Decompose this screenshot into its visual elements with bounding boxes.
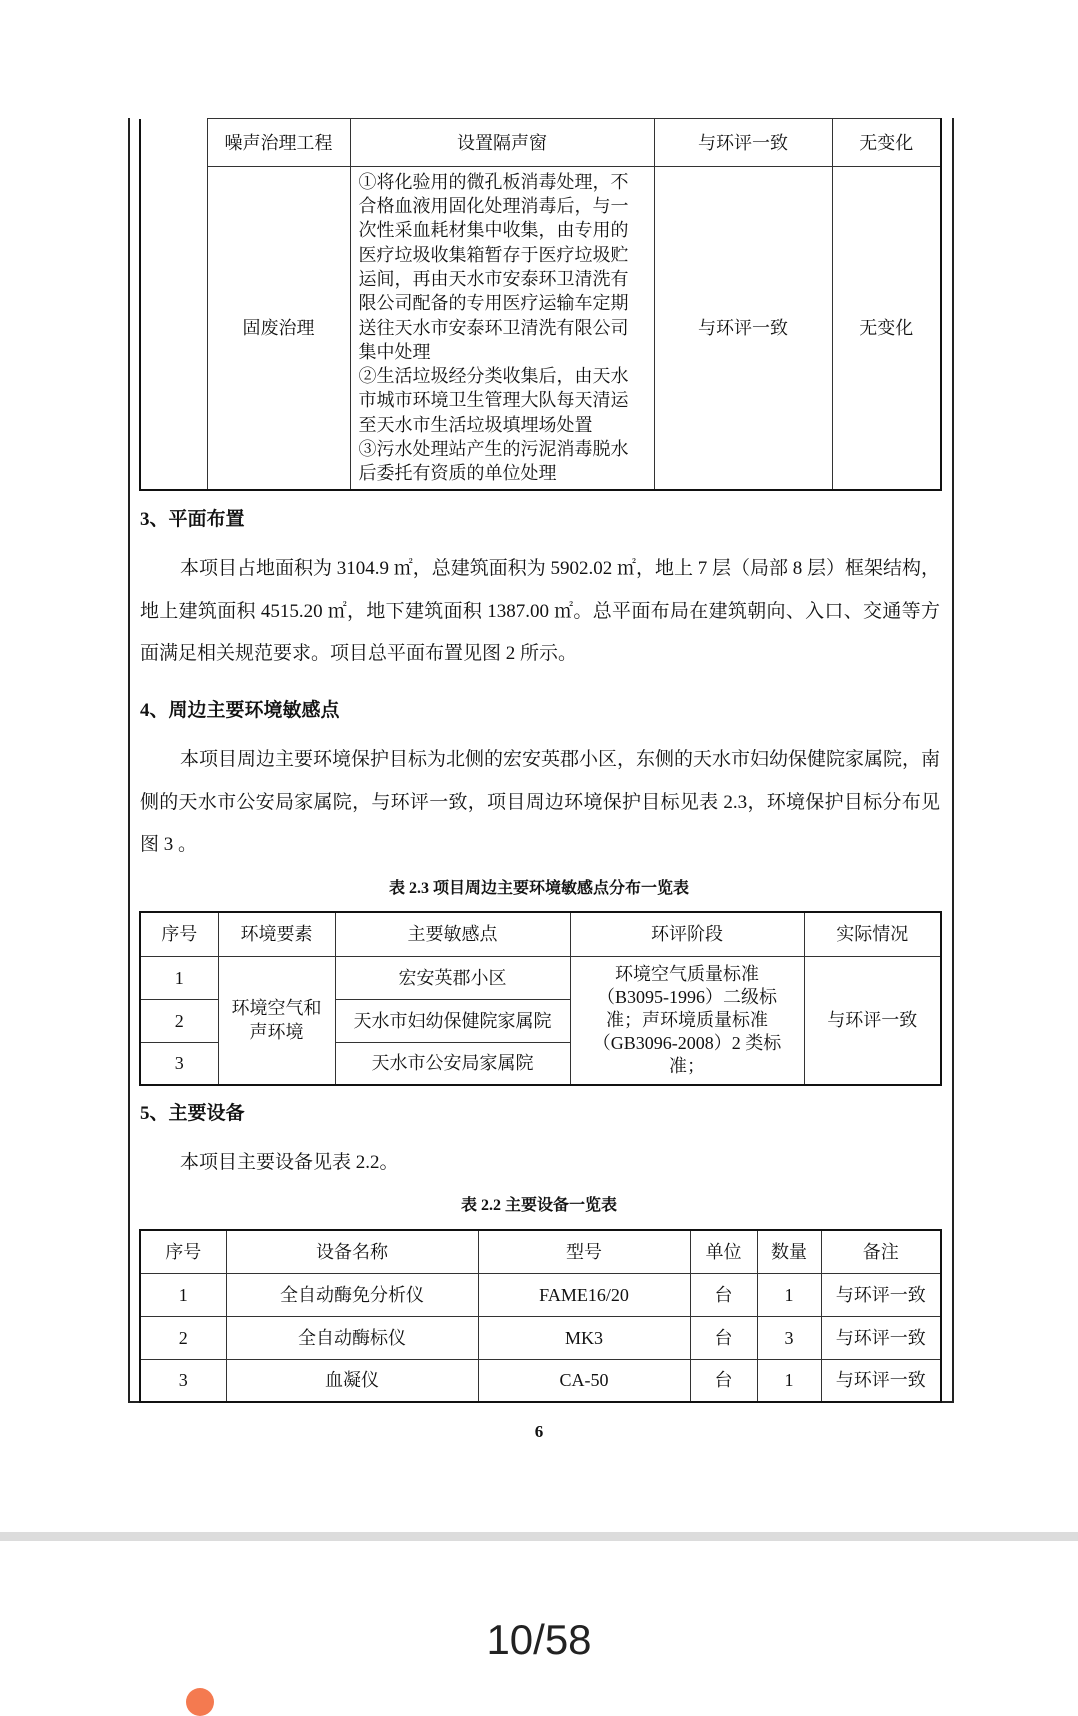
table-row xyxy=(140,1359,941,1402)
section-heading: 5、主要设备 xyxy=(140,1103,245,1124)
cell: 与环评一致 xyxy=(821,1359,941,1402)
page-separator xyxy=(0,1532,1078,1541)
cell: 台 xyxy=(690,1273,757,1316)
paragraph: 本项目占地面积为 3104.9 ㎡，总建筑面积为 5902.02 ㎡，地上 7 层（局部 8 层）框架结构，地上建筑面积 4515.20 ㎡，地下建筑面积 1387.00 ㎡。总平面布局在建筑朝向、入口、交通等方面满足相关规范要求。项目总平面布置见图 2 所示。 xyxy=(140,558,941,664)
cell: 宏安英郡小区 xyxy=(335,956,570,999)
page-number: 6 xyxy=(534,1422,544,1441)
merged-cell xyxy=(140,119,207,490)
cell: MK3 xyxy=(478,1316,690,1359)
cell: 3 xyxy=(140,1359,226,1402)
equipment-table xyxy=(139,1229,942,1403)
cell: 1 xyxy=(140,956,218,999)
table-header-row xyxy=(140,912,941,956)
header-cell: 主要敏感点 xyxy=(335,912,570,956)
measure-item: ②生活垃圾经分类收集后，由天水市城市环境卫生管理大队每天清运至天水市生活垃圾填埋场处置 xyxy=(358,366,629,435)
cell: 设置隔声窗 xyxy=(350,119,654,167)
cell: 3 xyxy=(140,1042,218,1085)
header-cell: 单位 xyxy=(690,1230,757,1273)
table-header-row xyxy=(140,1230,941,1273)
cell: 2 xyxy=(140,999,218,1042)
cell: 与环评一致 xyxy=(654,119,832,167)
cell: 全自动酶免分析仪 xyxy=(226,1273,478,1316)
cell: 天水市公安局家属院 xyxy=(335,1042,570,1085)
cell: CA-50 xyxy=(478,1359,690,1402)
cell: 环境空气和声环境 xyxy=(218,956,335,1085)
table-row xyxy=(140,1316,941,1359)
section-heading: 3、平面布置 xyxy=(140,509,245,530)
cell: 台 xyxy=(690,1316,757,1359)
cell: 环境空气质量标准（B3095-1996）二级标准；声环境质量标准（GB3096-2008）2 类标准； xyxy=(570,956,804,1085)
table-caption: 表 2.2 主要设备一览表 xyxy=(460,1197,617,1214)
sensitive-points-table xyxy=(139,911,942,1086)
cell: 与环评一致 xyxy=(804,956,941,1085)
paragraph: 本项目主要设备见表 2.2。 xyxy=(180,1152,399,1173)
header-cell: 序号 xyxy=(140,1230,226,1273)
pollution-control-table xyxy=(139,118,942,491)
header-cell: 设备名称 xyxy=(226,1230,478,1273)
table-row xyxy=(140,956,941,999)
section-heading: 4、周边主要环境敏感点 xyxy=(140,700,340,721)
cell: 固废治理 xyxy=(207,167,350,490)
cell: 无变化 xyxy=(832,119,941,167)
header-cell: 型号 xyxy=(478,1230,690,1273)
header-cell: 环评阶段 xyxy=(570,912,804,956)
cell: 台 xyxy=(690,1359,757,1402)
cell: 2 xyxy=(140,1316,226,1359)
cell: 与环评一致 xyxy=(821,1316,941,1359)
cell: 与环评一致 xyxy=(654,167,832,490)
cell: FAME16/20 xyxy=(478,1273,690,1316)
page-counter: 10/58 xyxy=(486,1616,592,1663)
header-cell: 环境要素 xyxy=(218,912,335,956)
paragraph: 本项目周边主要环境保护目标为北侧的宏安英郡小区，东侧的天水市妇幼保健院家属院，南侧的天水市公安局家属院，与环评一致，项目周边环境保护目标见表 2.3，环境保护目标分布见图 3 。 xyxy=(140,749,941,855)
cell xyxy=(350,167,654,490)
cell: 全自动酶标仪 xyxy=(226,1316,478,1359)
table-row xyxy=(140,167,941,490)
table-caption: 表 2.3 项目周边主要环境敏感点分布一览表 xyxy=(388,880,689,897)
table-row xyxy=(140,1273,941,1316)
cell: 无变化 xyxy=(832,167,941,490)
floating-action-button[interactable] xyxy=(186,1688,214,1716)
cell: 1 xyxy=(757,1359,821,1402)
cell: 1 xyxy=(757,1273,821,1316)
header-cell: 备注 xyxy=(821,1230,941,1273)
cell: 与环评一致 xyxy=(821,1273,941,1316)
measure-item: ①将化验用的微孔板消毒处理，不合格血液用固化处理消毒后，与一次性采血耗材集中收集，由专用的医疗垃圾收集箱暂存于医疗垃圾贮运间，再由天水市安泰环卫清洗有限公司配备的专用医疗运输车定期送往天水市安泰环卫清洗有限公司集中处理 xyxy=(358,171,629,362)
header-cell: 数量 xyxy=(757,1230,821,1273)
cell: 3 xyxy=(757,1316,821,1359)
cell: 天水市妇幼保健院家属院 xyxy=(335,999,570,1042)
table-row xyxy=(140,119,941,167)
cell: 1 xyxy=(140,1273,226,1316)
header-cell: 实际情况 xyxy=(804,912,941,956)
header-cell: 序号 xyxy=(140,912,218,956)
cell: 血凝仪 xyxy=(226,1359,478,1402)
cell: 噪声治理工程 xyxy=(207,119,350,167)
measure-item: ③污水处理站产生的污泥消毒脱水后委托有资质的单位处理 xyxy=(358,439,629,484)
